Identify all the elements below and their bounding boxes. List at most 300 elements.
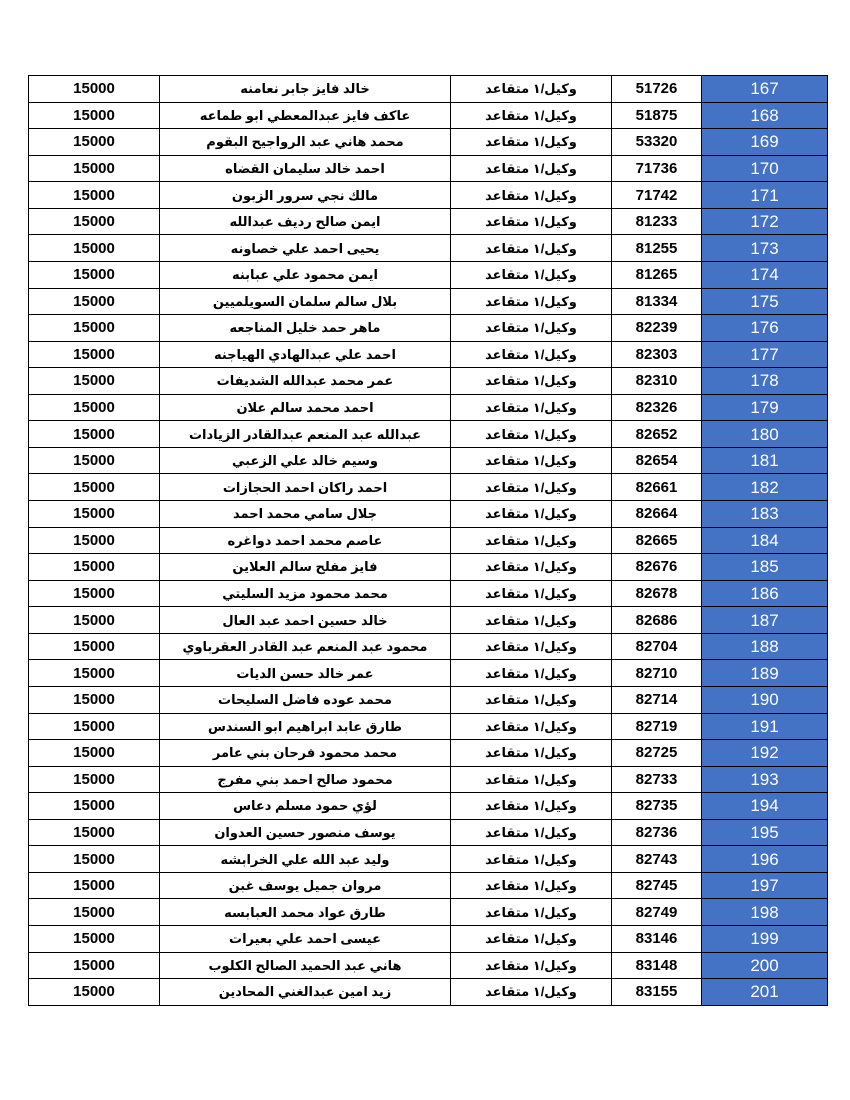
name-text: لؤي حمود مسلم دعاس [233,798,377,814]
rank-cell [451,846,612,873]
rank-text: وكيل/١ متقاعد [485,214,577,230]
id-number-cell [612,633,702,660]
sequence-number-cell [702,368,828,395]
amount-text: 15000 [73,877,115,895]
amount-text: 15000 [73,106,115,124]
sequence-number-text: 171 [750,185,779,205]
name-text: احمد علي عبدالهادي الهياجنه [214,346,396,362]
amount-cell [29,819,160,846]
rank-cell [451,129,612,156]
sequence-number-cell [702,766,828,793]
id-number-cell [612,102,702,129]
amount-text: 15000 [73,399,115,417]
sequence-number-text: 190 [750,690,779,710]
id-number-cell [612,394,702,421]
rank-cell [451,315,612,342]
sequence-number-text: 179 [750,398,779,418]
id-number-text: 82736 [635,824,678,842]
sequence-number-cell [702,952,828,979]
sequence-number-cell [702,474,828,501]
name-text: عاصم محمد احمد دواغره [227,532,383,548]
id-number-text: 82661 [635,478,678,496]
name-cell [160,447,451,474]
name-cell [160,421,451,448]
sequence-number-cell [702,633,828,660]
name-cell [160,819,451,846]
name-cell [160,288,451,315]
name-text: يوسف منصور حسين العدوان [214,825,396,841]
id-number-cell [612,501,702,528]
id-number-cell [612,155,702,182]
rank-cell [451,899,612,926]
amount-cell [29,554,160,581]
table-row [29,182,828,209]
amount-text: 15000 [73,266,115,284]
rank-text: وكيل/١ متقاعد [485,506,577,522]
sequence-number-cell [702,182,828,209]
name-text: عاكف فايز عبدالمعطي ابو طماعه [199,107,411,123]
amount-cell [29,979,160,1006]
rank-cell [451,182,612,209]
amount-text: 15000 [73,983,115,1001]
rank-text: وكيل/١ متقاعد [485,931,577,947]
amount-text: 15000 [73,824,115,842]
id-number-cell [612,129,702,156]
id-number-text: 82303 [635,345,678,363]
table-row [29,607,828,634]
rank-cell [451,926,612,953]
name-cell [160,607,451,634]
sequence-number-cell [702,554,828,581]
table-row [29,580,828,607]
name-text: احمد محمد سالم علان [236,400,374,416]
id-number-cell [612,713,702,740]
rank-text: وكيل/١ متقاعد [485,665,577,681]
sequence-number-cell [702,261,828,288]
name-text: بلال سالم سلمان السويلميين [212,293,398,309]
rank-cell [451,474,612,501]
amount-cell [29,474,160,501]
name-cell [160,235,451,262]
sequence-number-text: 178 [750,371,779,391]
amount-cell [29,926,160,953]
id-number-text: 82743 [635,850,678,868]
name-cell [160,341,451,368]
table-row [29,208,828,235]
amount-cell [29,288,160,315]
rank-cell [451,660,612,687]
sequence-number-cell [702,527,828,554]
table-row [29,368,828,395]
id-number-cell [612,952,702,979]
table-row [29,740,828,767]
name-text: محمود صالح احمد بني مفرج [217,771,393,787]
name-cell [160,899,451,926]
id-number-text: 82714 [635,691,678,709]
id-number-text: 71736 [635,159,678,177]
rank-text: وكيل/١ متقاعد [485,187,577,203]
sequence-number-text: 196 [750,849,779,869]
name-text: احمد خالد سليمان القضاه [225,160,385,176]
id-number-text: 71742 [635,186,678,204]
sequence-number-cell [702,129,828,156]
amount-text: 15000 [73,930,115,948]
name-cell [160,713,451,740]
table-row [29,686,828,713]
table-row [29,421,828,448]
sequence-number-text: 175 [750,291,779,311]
name-cell [160,527,451,554]
rank-cell [451,368,612,395]
rank-cell [451,740,612,767]
id-number-cell [612,527,702,554]
id-number-text: 82735 [635,797,678,815]
name-cell [160,952,451,979]
sequence-number-text: 181 [750,451,779,471]
table-row [29,447,828,474]
id-number-cell [612,580,702,607]
rank-cell [451,447,612,474]
id-number-cell [612,686,702,713]
sequence-number-cell [702,102,828,129]
sequence-number-text: 169 [750,132,779,152]
amount-text: 15000 [73,584,115,602]
amount-text: 15000 [73,903,115,921]
rank-text: وكيل/١ متقاعد [485,957,577,973]
amount-text: 15000 [73,133,115,151]
sequence-number-cell [702,341,828,368]
rank-text: وكيل/١ متقاعد [485,692,577,708]
sequence-number-cell [702,819,828,846]
id-number-text: 82326 [635,399,678,417]
rank-cell [451,288,612,315]
id-number-text: 82725 [635,744,678,762]
amount-text: 15000 [73,744,115,762]
rank-cell [451,554,612,581]
rank-text: وكيل/١ متقاعد [485,134,577,150]
amount-cell [29,235,160,262]
sequence-number-text: 170 [750,158,779,178]
rank-text: وكيل/١ متقاعد [485,240,577,256]
name-cell [160,926,451,953]
table-row [29,474,828,501]
rank-text: وكيل/١ متقاعد [485,426,577,442]
table-row [29,819,828,846]
amount-cell [29,660,160,687]
id-number-cell [612,660,702,687]
table-row [29,315,828,342]
amount-text: 15000 [73,956,115,974]
amount-text: 15000 [73,80,115,98]
sequence-number-cell [702,155,828,182]
id-number-text: 83148 [635,956,678,974]
id-number-text: 82745 [635,877,678,895]
id-number-cell [612,899,702,926]
name-cell [160,394,451,421]
sequence-number-cell [702,793,828,820]
sequence-number-text: 198 [750,902,779,922]
table-row [29,660,828,687]
name-cell [160,102,451,129]
id-number-cell [612,979,702,1006]
sequence-number-text: 172 [750,212,779,232]
name-cell [160,580,451,607]
name-text: طارق عابد ابراهيم ابو السندس [207,718,403,734]
rank-text: وكيل/١ متقاعد [485,798,577,814]
amount-cell [29,182,160,209]
id-number-cell [612,341,702,368]
table-row [29,899,828,926]
name-text: وليد عبد الله علي الخرابشه [220,851,390,867]
amount-text: 15000 [73,452,115,470]
amount-cell [29,315,160,342]
name-cell [160,554,451,581]
id-number-text: 82676 [635,558,678,576]
amount-text: 15000 [73,797,115,815]
sequence-number-cell [702,447,828,474]
id-number-text: 82239 [635,319,678,337]
name-cell [160,872,451,899]
id-number-text: 53320 [635,133,678,151]
name-text: يحيى احمد علي خصاونه [230,240,380,256]
name-text: احمد راكان احمد الحجازات [222,479,388,495]
sequence-number-cell [702,607,828,634]
sequence-number-text: 193 [750,769,779,789]
table-row [29,261,828,288]
name-text: محمد عوده فاضل السليحات [218,692,392,708]
id-number-text: 82654 [635,452,678,470]
amount-text: 15000 [73,425,115,443]
amount-text: 15000 [73,505,115,523]
amount-text: 15000 [73,850,115,868]
name-text: طارق عواد محمد العبابسه [224,904,386,920]
name-text: محمد محمود مزيد السليتي [222,585,388,601]
rank-cell [451,952,612,979]
sequence-number-cell [702,713,828,740]
name-text: هاني عبد الحميد الصالح الكلوب [208,957,402,973]
rank-cell [451,155,612,182]
amount-cell [29,633,160,660]
name-cell [160,740,451,767]
amount-text: 15000 [73,159,115,177]
rank-text: وكيل/١ متقاعد [485,745,577,761]
id-number-text: 81233 [635,213,678,231]
amount-text: 15000 [73,186,115,204]
id-number-cell [612,368,702,395]
sequence-number-text: 173 [750,238,779,258]
id-number-text: 82686 [635,611,678,629]
id-number-text: 83155 [635,983,678,1001]
sequence-number-cell [702,660,828,687]
name-text: مروان جميل يوسف غبن [228,878,382,894]
sequence-number-cell [702,979,828,1006]
sequence-number-text: 200 [750,955,779,975]
sequence-number-text: 201 [750,982,779,1002]
sequence-number-text: 174 [750,265,779,285]
amount-cell [29,341,160,368]
name-cell [160,686,451,713]
name-text: زيد امين عبدالغني المحادين [218,984,392,1000]
name-text: محمود عبد المنعم عبد القادر العقرباوي [182,639,428,655]
sequence-number-cell [702,76,828,103]
id-number-text: 82652 [635,425,678,443]
rank-text: وكيل/١ متقاعد [485,479,577,495]
amount-text: 15000 [73,664,115,682]
rank-text: وكيل/١ متقاعد [485,878,577,894]
id-number-cell [612,421,702,448]
sequence-number-text: 191 [750,716,779,736]
name-cell [160,368,451,395]
rank-text: وكيل/١ متقاعد [485,612,577,628]
id-number-cell [612,76,702,103]
amount-text: 15000 [73,292,115,310]
records-table-body [29,76,828,1006]
table-row [29,341,828,368]
sequence-number-text: 194 [750,796,779,816]
name-text: ماهر حمد خليل المناجعه [229,320,381,336]
name-text: عمر خالد حسن الديات [236,665,374,681]
sequence-number-text: 183 [750,504,779,524]
table-row [29,926,828,953]
name-cell [160,261,451,288]
sequence-number-cell [702,235,828,262]
id-number-cell [612,208,702,235]
rank-cell [451,872,612,899]
id-number-cell [612,235,702,262]
rank-text: وكيل/١ متقاعد [485,771,577,787]
sequence-number-cell [702,394,828,421]
id-number-cell [612,447,702,474]
table-row [29,76,828,103]
amount-cell [29,899,160,926]
name-text: وسيم خالد علي الزعبي [232,453,378,469]
id-number-text: 82733 [635,770,678,788]
id-number-text: 82310 [635,372,678,390]
name-cell [160,315,451,342]
name-text: خالد حسين احمد عبد العال [222,612,388,628]
sequence-number-cell [702,580,828,607]
rank-cell [451,686,612,713]
sequence-number-cell [702,501,828,528]
rank-text: وكيل/١ متقاعد [485,160,577,176]
name-cell [160,129,451,156]
amount-cell [29,421,160,448]
rank-cell [451,819,612,846]
sequence-number-text: 197 [750,876,779,896]
id-number-text: 51875 [635,106,678,124]
rank-cell [451,713,612,740]
sequence-number-text: 186 [750,583,779,603]
rank-text: وكيل/١ متقاعد [485,851,577,867]
rank-text: وكيل/١ متقاعد [485,984,577,1000]
sequence-number-text: 184 [750,530,779,550]
name-text: جلال سامي محمد احمد [233,506,377,522]
id-number-text: 82710 [635,664,678,682]
name-text: عمر محمد عبدالله الشديفات [216,373,394,389]
amount-text: 15000 [73,611,115,629]
rank-text: وكيل/١ متقاعد [485,453,577,469]
sequence-number-cell [702,686,828,713]
amount-cell [29,394,160,421]
sequence-number-text: 185 [750,557,779,577]
amount-cell [29,102,160,129]
id-number-cell [612,554,702,581]
amount-cell [29,766,160,793]
sequence-number-text: 187 [750,610,779,630]
amount-cell [29,208,160,235]
amount-cell [29,580,160,607]
amount-cell [29,129,160,156]
rank-text: وكيل/١ متقاعد [485,320,577,336]
rank-cell [451,341,612,368]
sequence-number-cell [702,846,828,873]
id-number-text: 81255 [635,239,678,257]
id-number-text: 81265 [635,266,678,284]
table-row [29,979,828,1006]
name-cell [160,766,451,793]
rank-cell [451,208,612,235]
rank-text: وكيل/١ متقاعد [485,400,577,416]
name-text: فايز مفلح سالم العلاين [232,559,378,575]
rank-cell [451,261,612,288]
amount-cell [29,607,160,634]
table-row [29,872,828,899]
sequence-number-text: 199 [750,929,779,949]
table-row [29,288,828,315]
id-number-text: 82678 [635,584,678,602]
table-row [29,501,828,528]
amount-cell [29,713,160,740]
amount-text: 15000 [73,213,115,231]
rank-text: وكيل/١ متقاعد [485,559,577,575]
id-number-cell [612,872,702,899]
sequence-number-text: 195 [750,823,779,843]
name-text: عيسى احمد علي بعيرات [229,931,381,947]
sequence-number-text: 180 [750,424,779,444]
sequence-number-text: 176 [750,318,779,338]
rank-cell [451,235,612,262]
amount-cell [29,952,160,979]
id-number-text: 82664 [635,505,678,523]
amount-text: 15000 [73,239,115,257]
id-number-text: 81334 [635,292,678,310]
id-number-cell [612,740,702,767]
sequence-number-text: 192 [750,743,779,763]
rank-cell [451,793,612,820]
name-text: مالك نجي سرور الزبون [231,187,379,203]
amount-text: 15000 [73,638,115,656]
sequence-number-text: 189 [750,663,779,683]
id-number-cell [612,315,702,342]
rank-cell [451,633,612,660]
table-row [29,952,828,979]
rank-text: وكيل/١ متقاعد [485,267,577,283]
sequence-number-cell [702,421,828,448]
amount-cell [29,527,160,554]
amount-cell [29,155,160,182]
rank-cell [451,527,612,554]
amount-cell [29,368,160,395]
sequence-number-cell [702,208,828,235]
sequence-number-text: 167 [750,79,779,99]
records-table [28,75,828,1006]
amount-cell [29,447,160,474]
name-cell [160,76,451,103]
amount-cell [29,793,160,820]
id-number-cell [612,846,702,873]
amount-cell [29,846,160,873]
amount-cell [29,686,160,713]
